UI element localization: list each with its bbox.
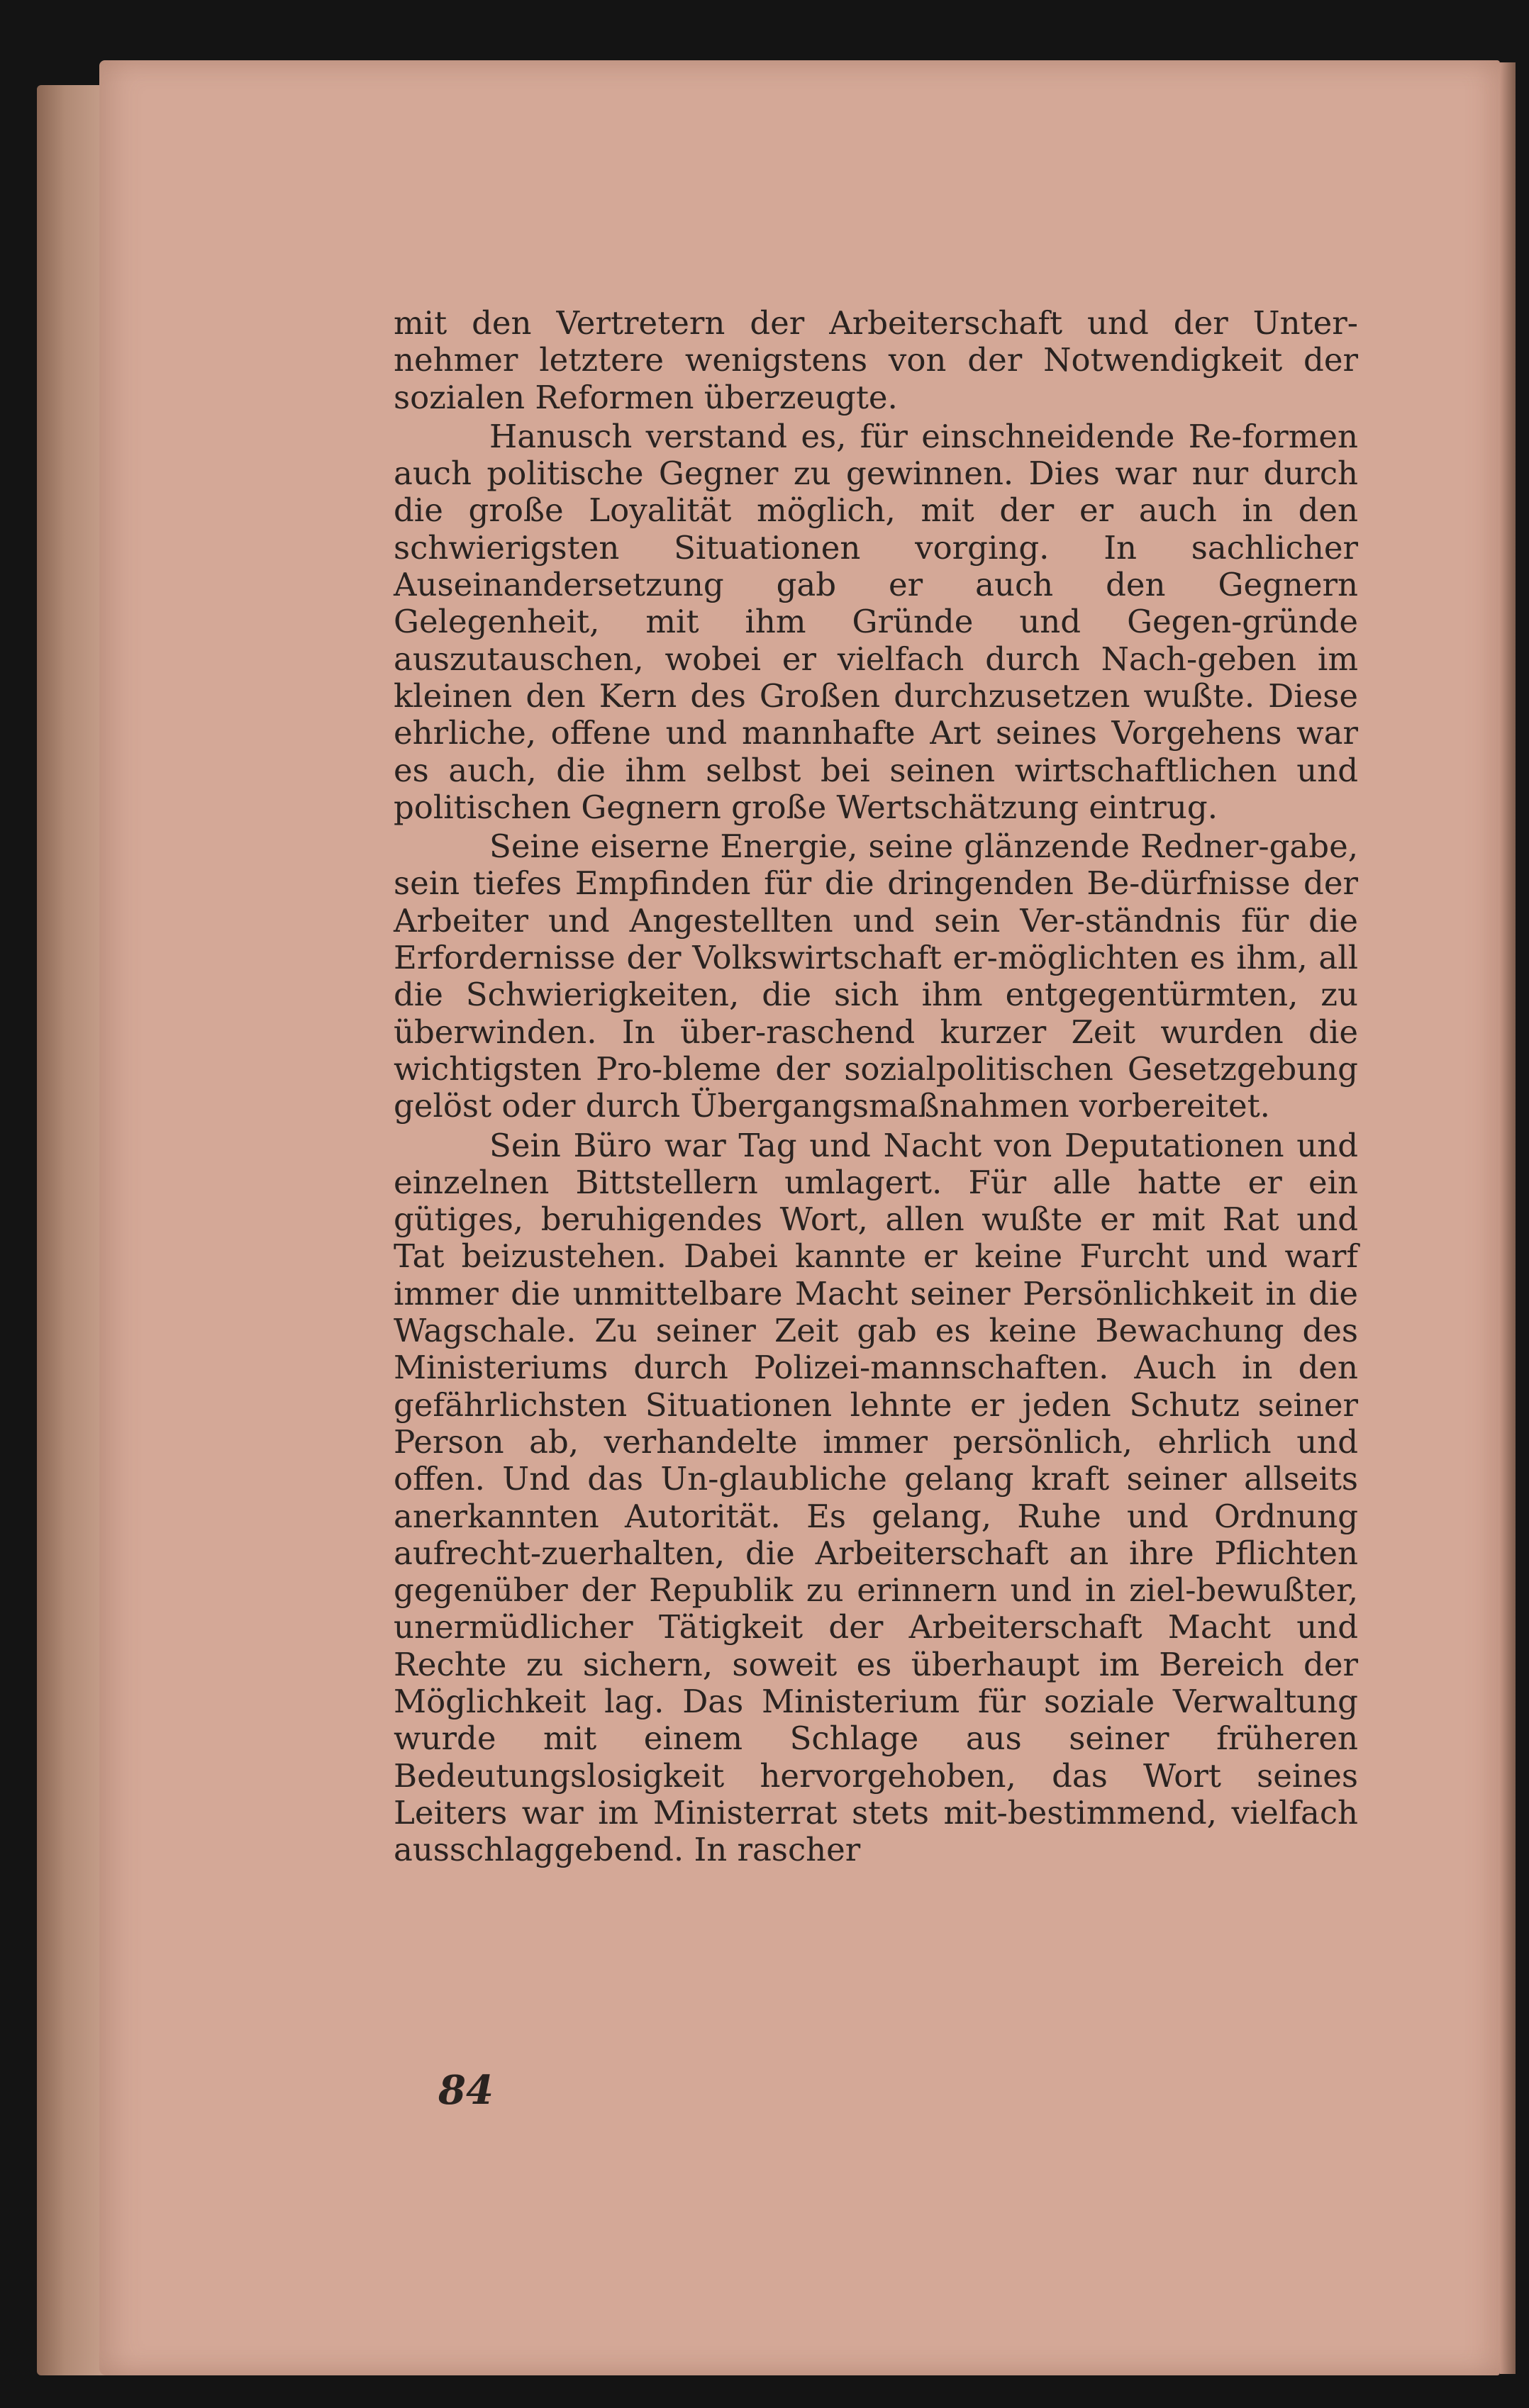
paragraph: Seine eiserne Energie, seine glänzende Redner-gabe, sein tiefes Empfinden für die dringenden Be-dürfnisse der Arbeiter und Angestellten und sein Ver-ständnis für die Erfordernisse der Volkswirtschaft er-möglichten es ihm, all die Schwierigkeiten, die sich ihm entgegentürmten, zu überwinden. In über-raschend kurzer Zeit wurden die wichtigsten Pro-bleme der sozialpolitischen Gesetzgebung gelöst oder durch Übergangsmaßnahmen vorbereitet. <box>394 827 1358 1125</box>
body-text <box>394 305 1358 1868</box>
page-stack-edge <box>37 85 108 2375</box>
paragraph: Sein Büro war Tag und Nacht von Deputationen und einzelnen Bittstellern umlagert. Für alle hatte er ein gütiges, beruhigendes Wort, allen wußte er mit Rat und Tat beizustehen. Dabei kannte er keine Furcht und warf immer die unmittelbare Macht seiner Persönlichkeit in die Wagschale. Zu seiner Zeit gab es keine Bewachung des Ministeriums durch Polizei-mannschaften. Auch in den gefährlichsten Situationen lehnte er jeden Schutz seiner Person ab, verhandelte immer persönlich, ehrlich und offen. Und das Un-glaubliche gelang kraft seiner allseits anerkannten Autorität. Es gelang, Ruhe und Ordnung aufrecht-zuerhalten, die Arbeiterschaft an ihre Pflichten gegenüber der Republik zu erinnern und in ziel-bewußter, unermüdlicher Tätigkeit der Arbeiterschaft Macht und Rechte zu sichern, soweit es überhaupt im Bereich der Möglichkeit lag. Das Ministerium für soziale Verwaltung wurde mit einem Schlage aus seiner früheren Bedeutungslosigkeit hervorgehoben, das Wort seines Leiters war im Ministerrat stets mit-bestimmend, vielfach ausschlaggebend. In rascher <box>394 1126 1358 1869</box>
page-gutter <box>1500 62 1516 2374</box>
paragraph: Hanusch verstand es, für einschneidende Re-formen auch politische Gegner zu gewinnen. Dies war nur durch die große Loyalität möglich, mit der er auch in den schwierigsten Situationen vorging. In sachlicher Auseinandersetzung gab er auch den Gegnern Gelegenheit, mit ihm Gründe und Gegen-gründe auszutauschen, wobei er vielfach durch Nach-geben im kleinen den Kern des Großen durchzusetzen wußte. Diese ehrliche, offene und mannhafte Art seines Vorgehens war es auch, die ihm selbst bei seinen wirtschaftlichen und politischen Gegnern große Wertschätzung eintrug. <box>394 417 1358 826</box>
paragraph-continuation: mit den Vertretern der Arbeiterschaft und der Unter-nehmer letztere wenigstens von der Notwendigkeit der sozialen Reformen überzeugte. <box>394 304 1358 416</box>
page-number: 84 <box>438 2067 494 2114</box>
